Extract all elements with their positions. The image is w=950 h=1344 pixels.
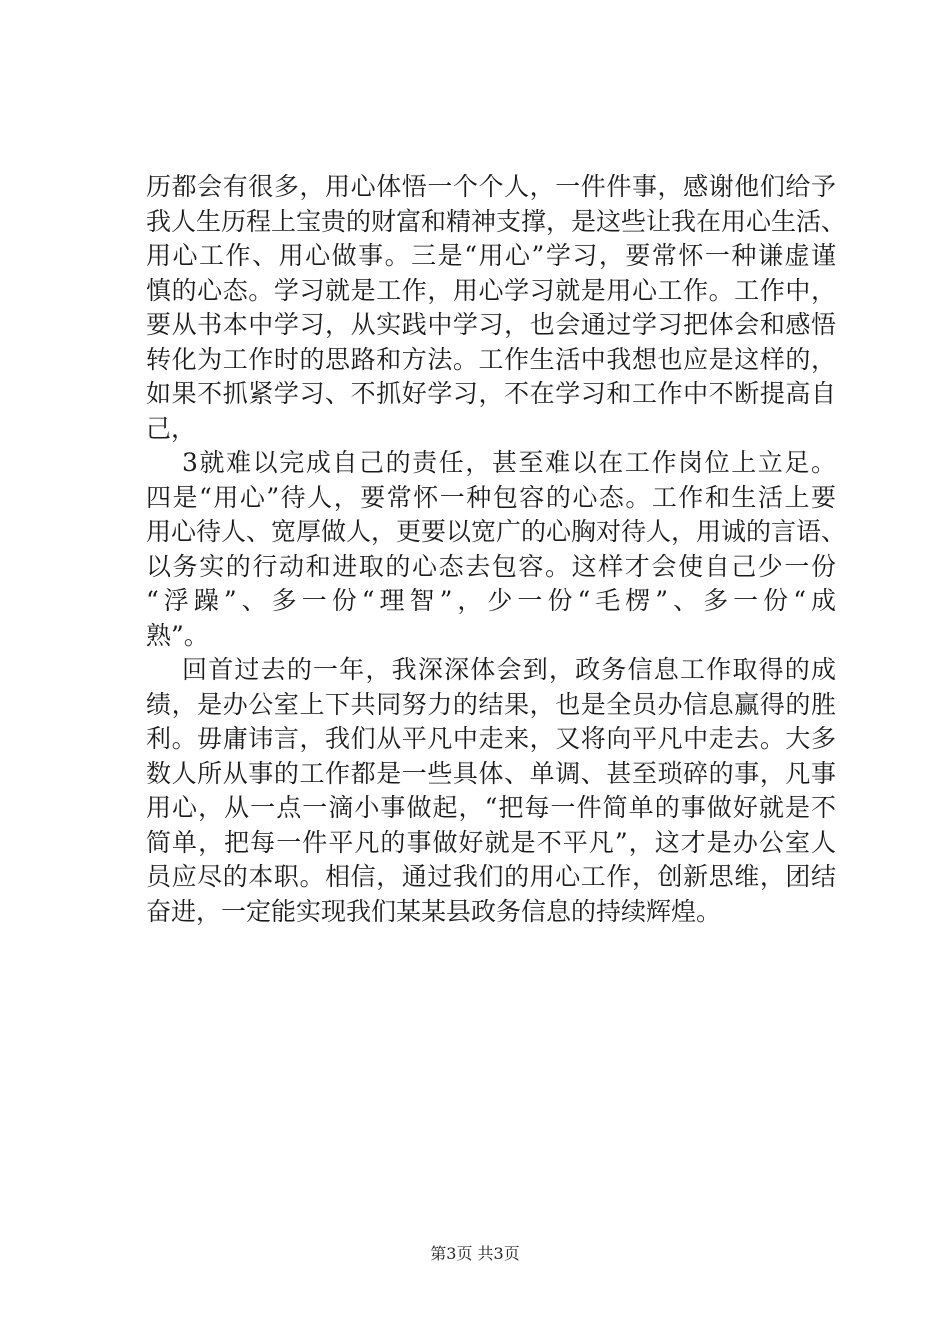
text-line: 我人生历程上宝贵的财富和精神支撑，是这些让我在用心生活、 [146, 206, 847, 236]
paragraph-start-line: 回首过去的一年，我深深体会到，政务信息工作取得的成 [182, 655, 836, 684]
text-line: 数人所从事的工作都是一些具体、单调、甚至琐碎的事，凡事 [146, 758, 836, 788]
text-line: 己， [146, 413, 197, 443]
text-line: 奋进，一定能实现我们某某县政务信息的持续辉煌。 [146, 896, 722, 926]
text-line: 慎的心态。学习就是工作，用心学习就是用心工作。工作中， [146, 275, 836, 305]
text-line: 简单，把每一件平凡的事做好就是不平凡”，这才是办公室人 [146, 827, 836, 857]
text-line: 转化为工作时的思路和方法。工作生活中我想也应是这样的， [146, 344, 836, 374]
text-line: 四是“用心”待人，要常怀一种包容的心态。工作和生活上要 [146, 482, 836, 512]
text-line: 要从书本中学习，从实践中学习，也会通过学习把体会和感悟 [146, 310, 836, 339]
text-line: 历都会有很多，用心体悟一个个人，一件件事，感谢他们给予 [146, 172, 836, 201]
text-line: 如果不抓紧学习、不抓好学习，不在学习和工作中不断提高自 [146, 379, 836, 408]
text-line: 用心工作、用心做事。三是“用心”学习，要常怀一种谦虚谨 [146, 241, 836, 270]
text-line: 员应尽的本职。相信，通过我们的用心工作，创新思维，团结 [146, 862, 836, 891]
text-line: “浮躁”、多一份“理智”，少一份“毛楞”、多一份“成 [146, 586, 836, 615]
text-line: 利。毋庸讳言，我们从平凡中走来，又将向平凡中走去。大多 [146, 724, 836, 753]
text-line: 用心待人、宽厚做人，更要以宽广的心胸对待人，用诚的言语、 [146, 517, 847, 546]
body-text [146, 170, 847, 929]
text-line: 以务实的行动和进取的心态去包容。这样才会使自己少一份 [146, 551, 836, 581]
text-line: 用心，从一点一滴小事做起，“把每一件简单的事做好就是不 [146, 793, 836, 822]
text-line: 熟”。 [146, 620, 209, 650]
text-line: 绩，是办公室上下共同努力的结果，也是全员办信息赢得的胜 [146, 689, 836, 719]
page-number-footer: 第3页 共3页 [430, 1244, 520, 1263]
paragraph-start-line: 3就难以完成自己的责任，甚至难以在工作岗位上立足。 [182, 448, 836, 477]
